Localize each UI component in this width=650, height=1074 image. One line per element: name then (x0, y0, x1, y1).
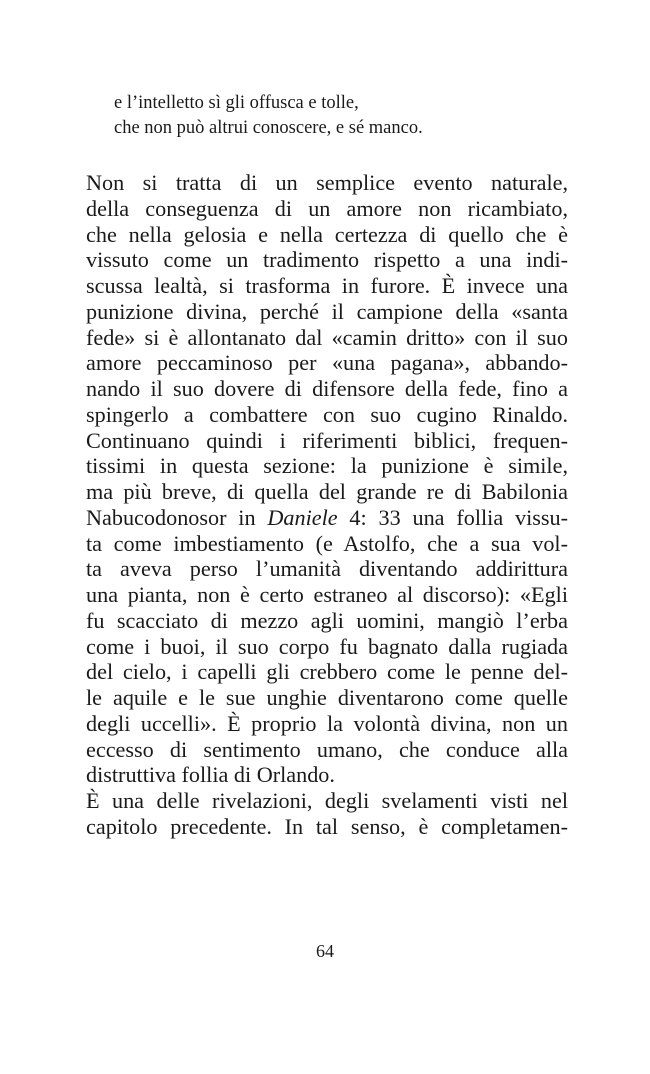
text-line: capitolo precedente. In tal senso, è completamen- (86, 813, 568, 839)
text-line: del cielo, i capelli gli crebbero come le penne del- (86, 659, 568, 685)
text-line: tissimi in questa sezione: la punizione è simile, (86, 453, 568, 479)
text-line: degli uccelli». È proprio la volontà divina, non un (86, 710, 568, 736)
paragraph (86, 788, 568, 840)
text-segment: 4: 33 una follia vissu- (337, 504, 568, 530)
text-line: È una delle rivelazioni, degli svelamenti visti nel (86, 788, 568, 813)
text-line: Non si tratta di un semplice evento naturale, (86, 170, 568, 195)
text-line: come i buoi, il suo corpo fu bagnato dalla rugiada (86, 633, 568, 659)
book-title-daniele: Daniele (267, 504, 338, 530)
text-line: spingerlo a combattere con suo cugino Rinaldo. (86, 401, 568, 427)
text-line: ta come imbestiamento (e Astolfo, che a sua vol- (86, 530, 568, 556)
text-line: le aquile e le sue unghie diventarono come quelle (86, 685, 568, 710)
text-line: vissuto come un tradimento rispetto a una indi- (86, 247, 568, 273)
page-number: 64 (316, 941, 334, 961)
text-line: che nella gelosia e nella certezza di quello che è (86, 221, 568, 247)
verse-line: e l’intelletto sì gli offusca e tolle, (114, 93, 359, 113)
verse-line: che non può altrui conoscere, e sé manco. (114, 118, 423, 138)
text-line: eccesso di sentimento umano, che conduce alla (86, 736, 568, 762)
body-text (86, 170, 568, 840)
text-line: una pianta, non è certo estraneo al discorso): «Egli (86, 582, 568, 607)
text-line: Continuano quindi i riferimenti biblici, frequen- (86, 427, 568, 453)
text-line: fede» si è allontanato dal «camin dritto» con il suo (86, 324, 568, 350)
text-line: amore peccaminoso per «una pagana», abbando- (86, 350, 568, 376)
text-line: fu scacciato di mezzo agli uomini, mangiò l’erba (86, 607, 568, 633)
text-line: scussa lealtà, si trasforma in furore. È invece una (86, 273, 568, 298)
text-line: nando il suo dovere di difensore della fede, fino a (86, 376, 568, 401)
text-segment: Nabucodonosor in (86, 504, 268, 530)
text-line: ta aveva perso l’umanità diventando addirittura (86, 556, 568, 582)
text-line-with-citation (86, 505, 568, 531)
text-line: della conseguenza di un amore non ricambiato, (86, 195, 568, 221)
verse-quote (114, 91, 554, 141)
paragraph (86, 170, 568, 788)
text-line: punizione divina, perché il campione della «santa (86, 298, 568, 324)
text-line: distruttiva follia di Orlando. (86, 762, 335, 788)
text-line: ma più breve, di quella del grande re di Babilonia (86, 479, 568, 504)
